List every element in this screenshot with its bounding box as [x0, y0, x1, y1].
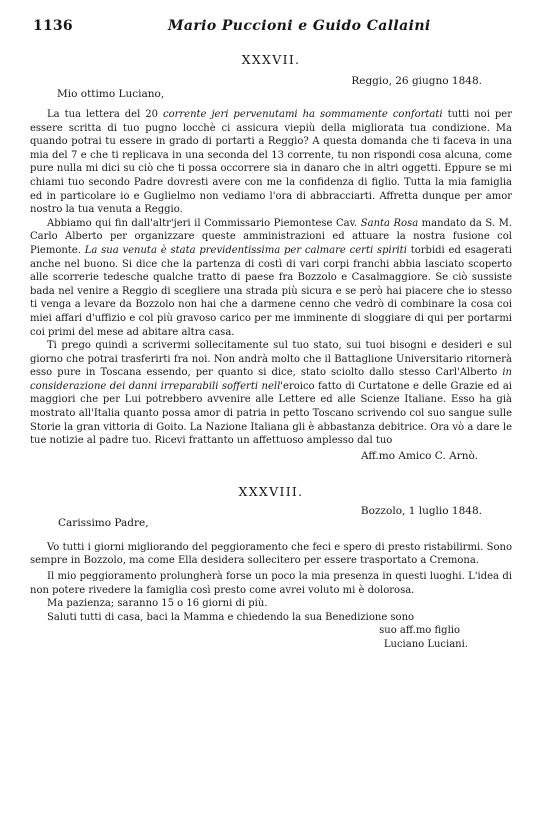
paragraph: [30, 611, 512, 625]
letter-xxxvii: [30, 52, 512, 462]
letter-salutation: Mio ottimo Luciano,: [57, 88, 165, 100]
letter-number: XXXVII.: [241, 52, 301, 67]
paragraph: [30, 217, 512, 339]
text-run: Vo tutti i giorni migliorando del peggioramento che feci e spero di presto ristabilirmi. Sono sempre in Bozzolo, ma come Ella desidera sollecitero per essere trasportato a Cremona.: [30, 541, 512, 567]
running-title: Mario Puccioni e Guido Callaini: [168, 18, 431, 34]
paragraph: [30, 597, 512, 611]
page-number: 1136: [33, 18, 73, 34]
text-run: torbidi ed esagerati anche nel buono. Si dice che la partenza di costì di vari corpi franchi abbia lasciato scoperto alle scorrerie tedesche qualche tratto di paese fra Bozzolo e Casalmaggiore. Se ciò sussiste bada nel venire a Reggio di scegliere una strada più sicura e se però hai piacere che io stesso ti venga a levare da Bozzolo non hai che a darmene cenno che vedrò di combinare la cosa coi miei affari d'uffizio e col più gravoso carico per me imminente di sloggiare di qui per portarmi coi primi del mese ad abitare altra casa.: [30, 244, 512, 338]
signoff-signature: Luciano Luciani.: [383, 639, 468, 650]
text-run: mandato da S. M. Carlo Alberto per organizzare queste amministrazioni ed attuare la nostra fusione col Piemonte.: [30, 217, 512, 256]
letter-closing: Aff.mo Amico C. Arnò.: [360, 449, 478, 462]
letter-dateline: Bozzolo, 1 luglio 1848.: [360, 504, 482, 517]
paragraph: [30, 541, 512, 568]
paragraph: [30, 108, 512, 217]
italic-run: La sua venuta è stata previdentissima per calmare certi spiriti: [84, 244, 407, 256]
text-run: Ma pazienza; saranno 15 o 16 giorni di più.: [47, 598, 268, 610]
paragraph: [30, 339, 512, 448]
italic-run: corrente jeri pervenutami ha sommamente confortati: [162, 109, 443, 120]
text-run: La tua lettera del 20: [47, 109, 163, 120]
letter-number: XXXVIII.: [238, 483, 304, 499]
text-run: Saluti tutti di casa, baci la Mamma e chiedendo la sua Benedizione sono: [47, 611, 415, 623]
italic-run: Santa Rosa: [360, 217, 419, 229]
paragraph: [30, 570, 512, 597]
letter-xxxviii: [30, 484, 512, 652]
italic-run: in considerazione dei danni irreparabili sofferti nell': [30, 367, 512, 392]
letter-salutation: Carissimo Padre,: [58, 516, 149, 529]
text-run: tutti noi per essere scritta di tuo pugno locchè ci assicura viepiù della migliorata tua condizione. Ma quando potrai tu essere in grado di portarti a Reggio? A questa domanda che ti faceva in una mia del 7 e che ti replicava in una seconda del 13 corrente, tu non rispondi cosa alcuna, come pure nulla mi dici su ciò che ti possa occorrere sia in danaro che in altri oggetti. Eppure se mi chiami tuo secondo Padre dovresti avere con me la confidenza di figlio. Tutta la mia famiglia ed in particolare io e Guglielmo non vediamo l'ora di abbracciarti. Affretta dunque per amor nostro la tua venuta a Reggio.: [30, 109, 512, 216]
text-run: Ti prego quindi a scrivermi sollecitamente sul tuo stato, sui tuoi bisogni e desideri e sul giorno che potrai trasferirti fra noi. Non andrà molto che il Battaglione Universitario ritornerà esso pure in Toscana essendo, per quanto si dice, stato sciolto dallo stesso Carl'Alberto: [30, 340, 512, 379]
text-run: Il mio peggioramento prolungherà forse un poco la mia presenza in questi luoghi. L'idea di non potere rivedere la famiglia così presto come avrei voluto mi è dolorosa.: [30, 571, 512, 596]
letter-dateline: Reggio, 26 giugno 1848.: [351, 75, 482, 87]
signoff-line: suo aff.mo figlio: [379, 625, 460, 637]
page-header: [30, 8, 512, 38]
page: [30, 8, 512, 652]
text-run: eroico fatto di Curtatone e delle Grazie ed ai maggiori che per Lui potrebbero avvenire alle Lettere ed alle Scienze Italiane. Esso ha già mostrato all'Italia quanto possa amor di patria in petto Toscano scrivendo col suo sangue sulle Storie la gran vittoria di Goito. La Nazione Italiana gli è abbastanza debitrice. Ora vò a dare le tue notizie al padre tuo. Ricevi frattanto un affettuoso amplesso dal tuo: [30, 380, 513, 447]
text-run: Abbiamo qui fin dall'altr'jeri il Commissario Piemontese Cav.: [47, 217, 361, 229]
